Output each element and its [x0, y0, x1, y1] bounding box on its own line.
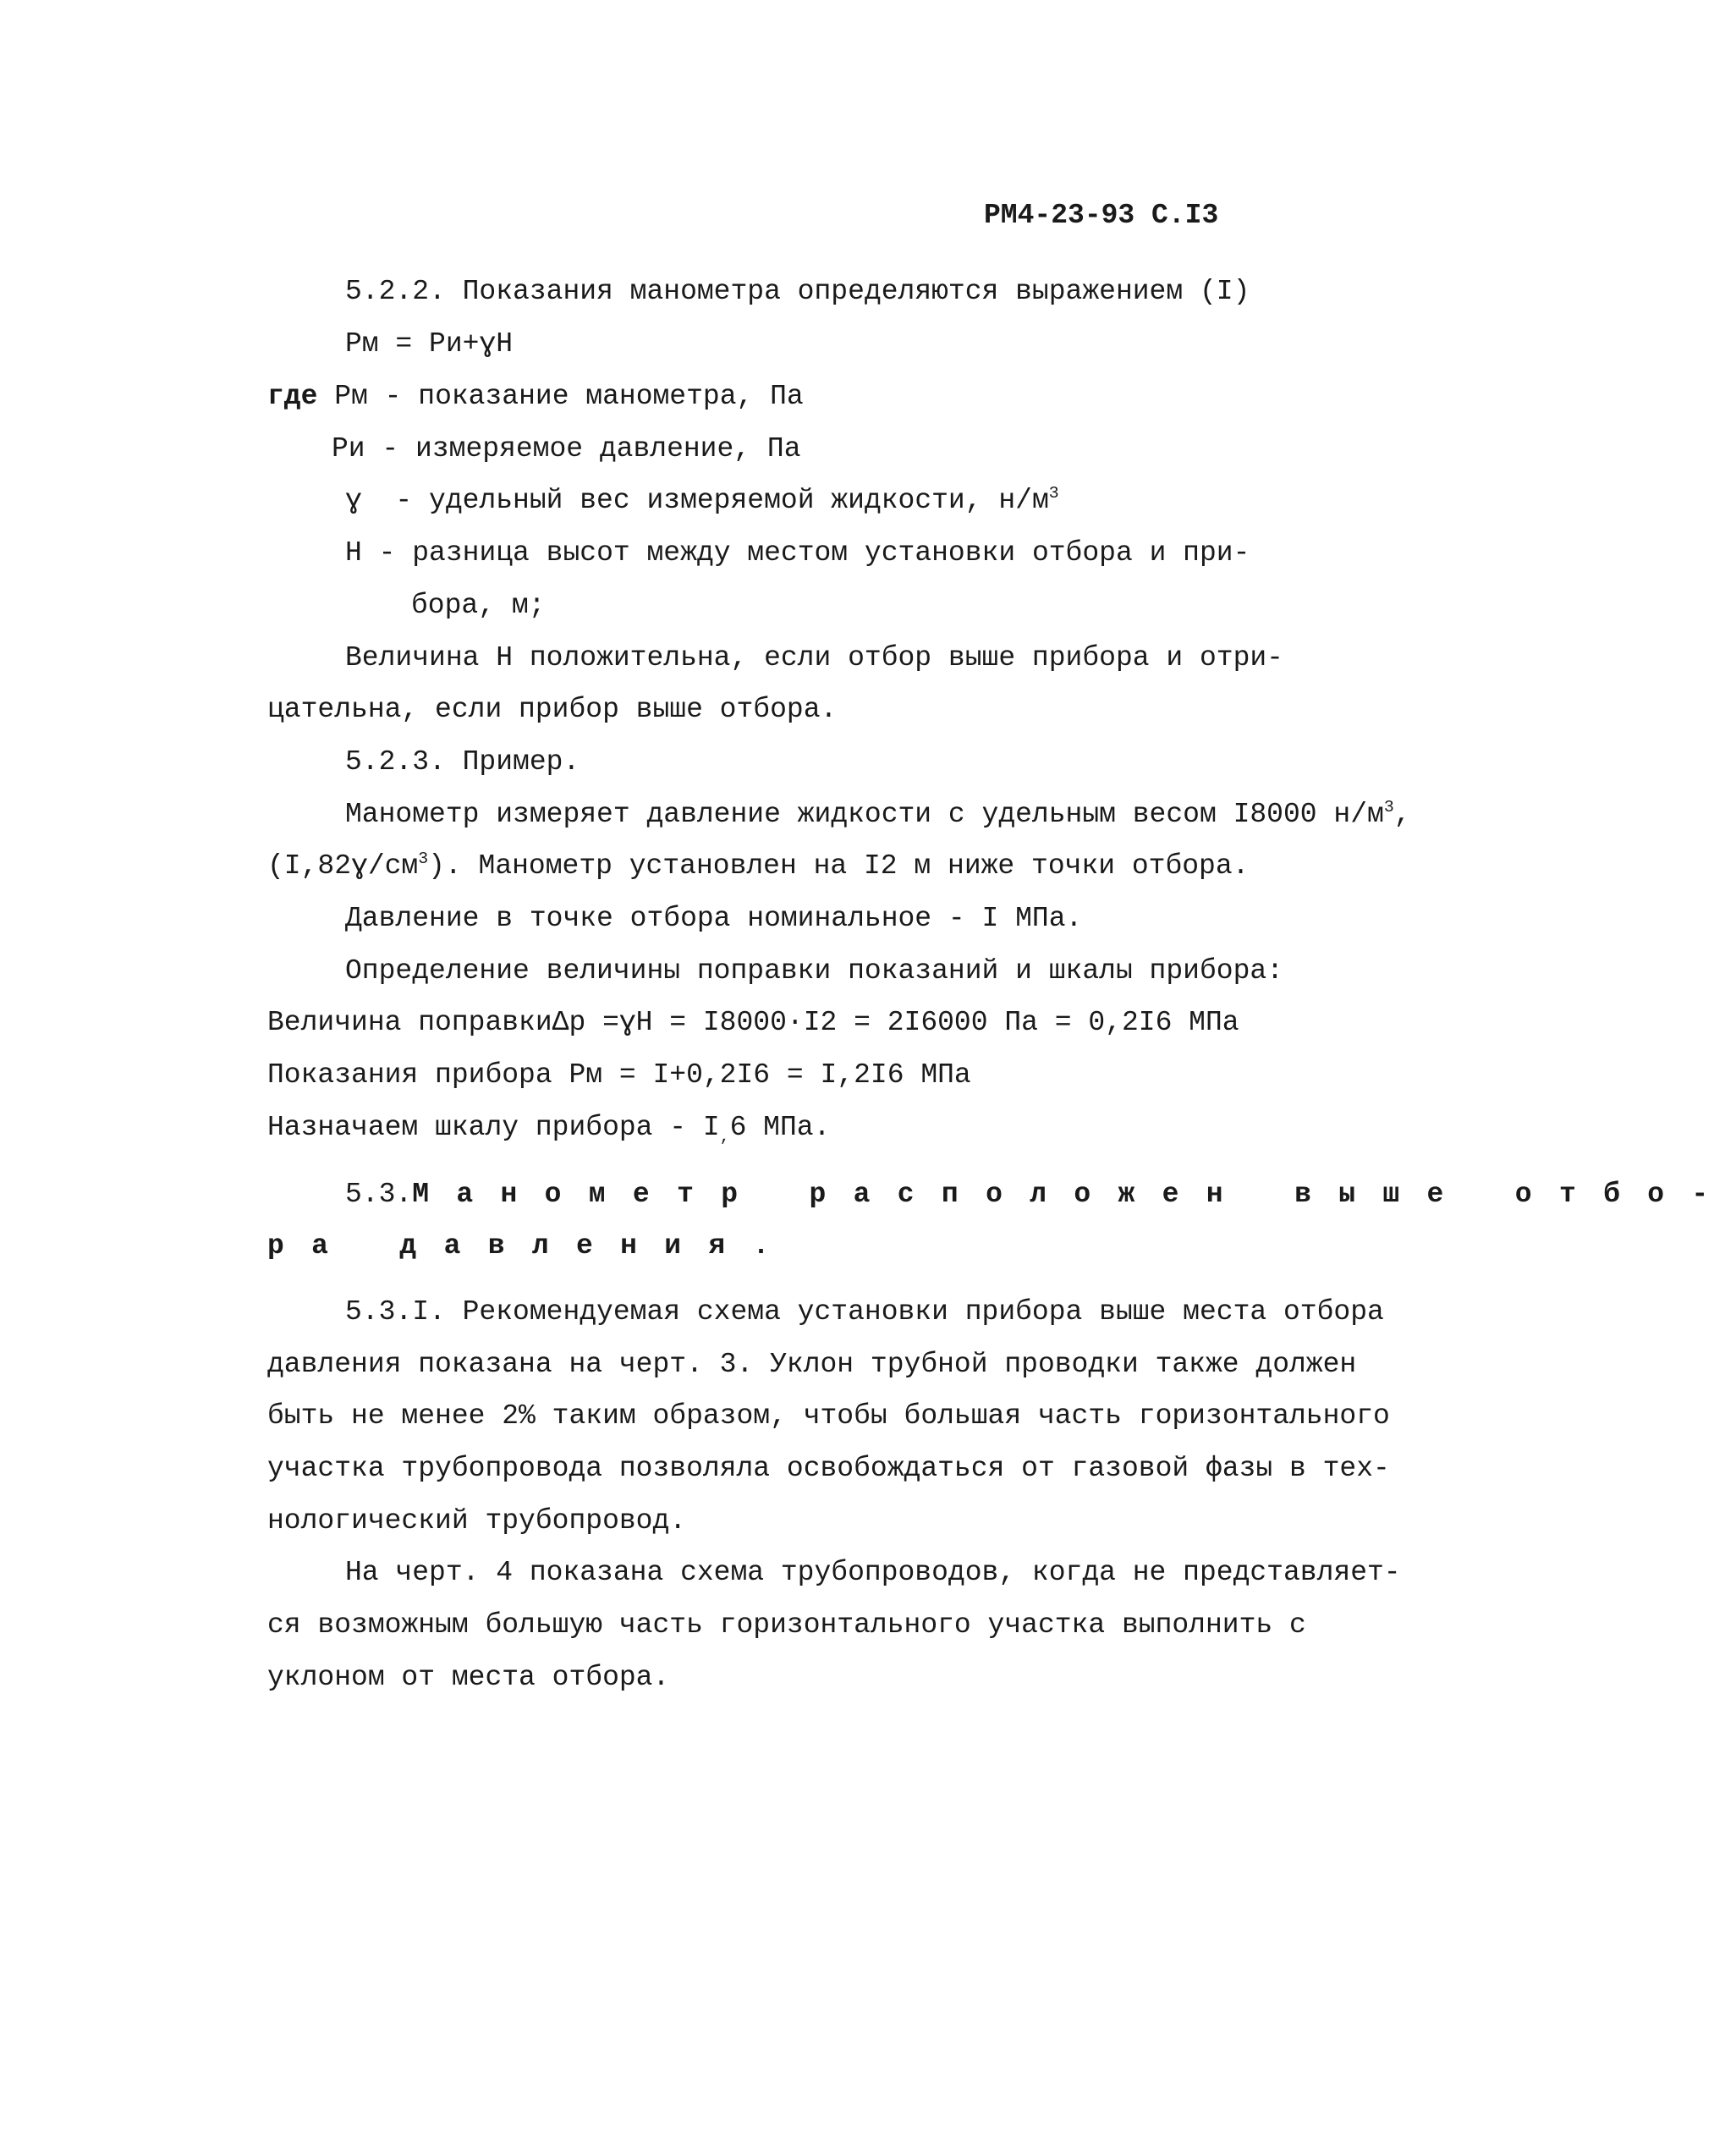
last-paragraph-line: ся возможным большую часть горизонтального участка выполнить с	[267, 1609, 1306, 1641]
note-line-1: Величина Н положительна, если отбор выше прибора и отри-	[345, 642, 1283, 674]
last-paragraph-line: уклоном от места отбора.	[267, 1662, 670, 1693]
s531-line: 5.3.I. Рекомендуемая схема установки прибора выше места отбора	[345, 1296, 1384, 1328]
example-line-1: Манометр измеряет давление жидкости с удельным весом I8000 $н/м^3$,	[345, 798, 1411, 830]
unit-exponent: 3	[1048, 484, 1059, 503]
example-line-7: Назначаем шкалу прибора - $I_,6$ МПа.	[267, 1112, 831, 1146]
example-line-6: Показания прибора Рм = I+0,2I6 = I,2I6 МПа	[267, 1059, 971, 1091]
where-word: где	[267, 381, 318, 412]
decimal-comma: ,	[719, 1127, 730, 1146]
def-row-2	[332, 435, 801, 463]
def-row-3	[345, 484, 1059, 516]
def-symbol: Ри	[332, 433, 365, 465]
section-5-2-2-intro: 5.2.2. Показания манометра определяются выражением (I)	[345, 276, 1250, 307]
def-description: - разница высот между местом установки отбора и при-	[378, 537, 1250, 569]
def-symbol: Н	[345, 537, 362, 569]
page-header: РМ4-23-93 С.I3	[984, 200, 1219, 231]
def-symbol: Рм	[334, 381, 368, 412]
last-paragraph-line: На черт. 4 показана схема трубопроводов, когда не представляет-	[345, 1557, 1401, 1588]
example-line-4: Определение величины поправки показаний и шкалы прибора:	[345, 955, 1283, 987]
def-row-1	[267, 382, 804, 410]
s531-line: быть не менее 2% таким образом, чтобы большая часть горизонтального	[267, 1400, 1390, 1432]
def-row-4	[345, 539, 1250, 567]
s531-line: нологический трубопровод.	[267, 1505, 687, 1537]
note-line-2: цательна, если прибор выше отбора.	[267, 694, 838, 725]
example-line-2: $(I,82ɣ/см^3)$. Манометр установлен на I2 м ниже точки отбора.	[267, 850, 1250, 882]
unit-exponent: 3	[1383, 798, 1394, 817]
def-description: - удельный вес измеряемой жидкости, н/м	[395, 485, 1049, 516]
def-description: - измеряемое давление, Па	[382, 433, 801, 465]
section-number: 5.3.	[345, 1179, 413, 1210]
example-line-5: Величина поправкиΔр =ɣН = I8000·I2 = 2I6000 Па = 0,2I6 МПа	[267, 1007, 1239, 1038]
unit-exponent: 3	[418, 850, 429, 869]
section-5-3-title-line-2: ра давления.	[267, 1230, 797, 1262]
section-5-2-3-title: 5.2.3. Пример.	[345, 746, 580, 778]
example-line-3: Давление в точке отбора номинальное - I МПа.	[345, 903, 1083, 934]
section-title: Манометр расположен выше отбо-	[412, 1179, 1736, 1210]
s531-line: участка трубопровода позволяла освобождаться от газовой фазы в тех-	[267, 1453, 1390, 1484]
def-symbol: ɣ	[345, 485, 362, 516]
def-description: - показание манометра, Па	[384, 381, 804, 412]
s531-line: давления показана на черт. 3. Уклон трубной проводки также должен	[267, 1349, 1357, 1380]
formula: Рм = Ри+ɣН	[345, 328, 514, 360]
def-row-4-cont: бора, м;	[411, 590, 546, 621]
section-5-3-title-line-1	[345, 1180, 1736, 1208]
